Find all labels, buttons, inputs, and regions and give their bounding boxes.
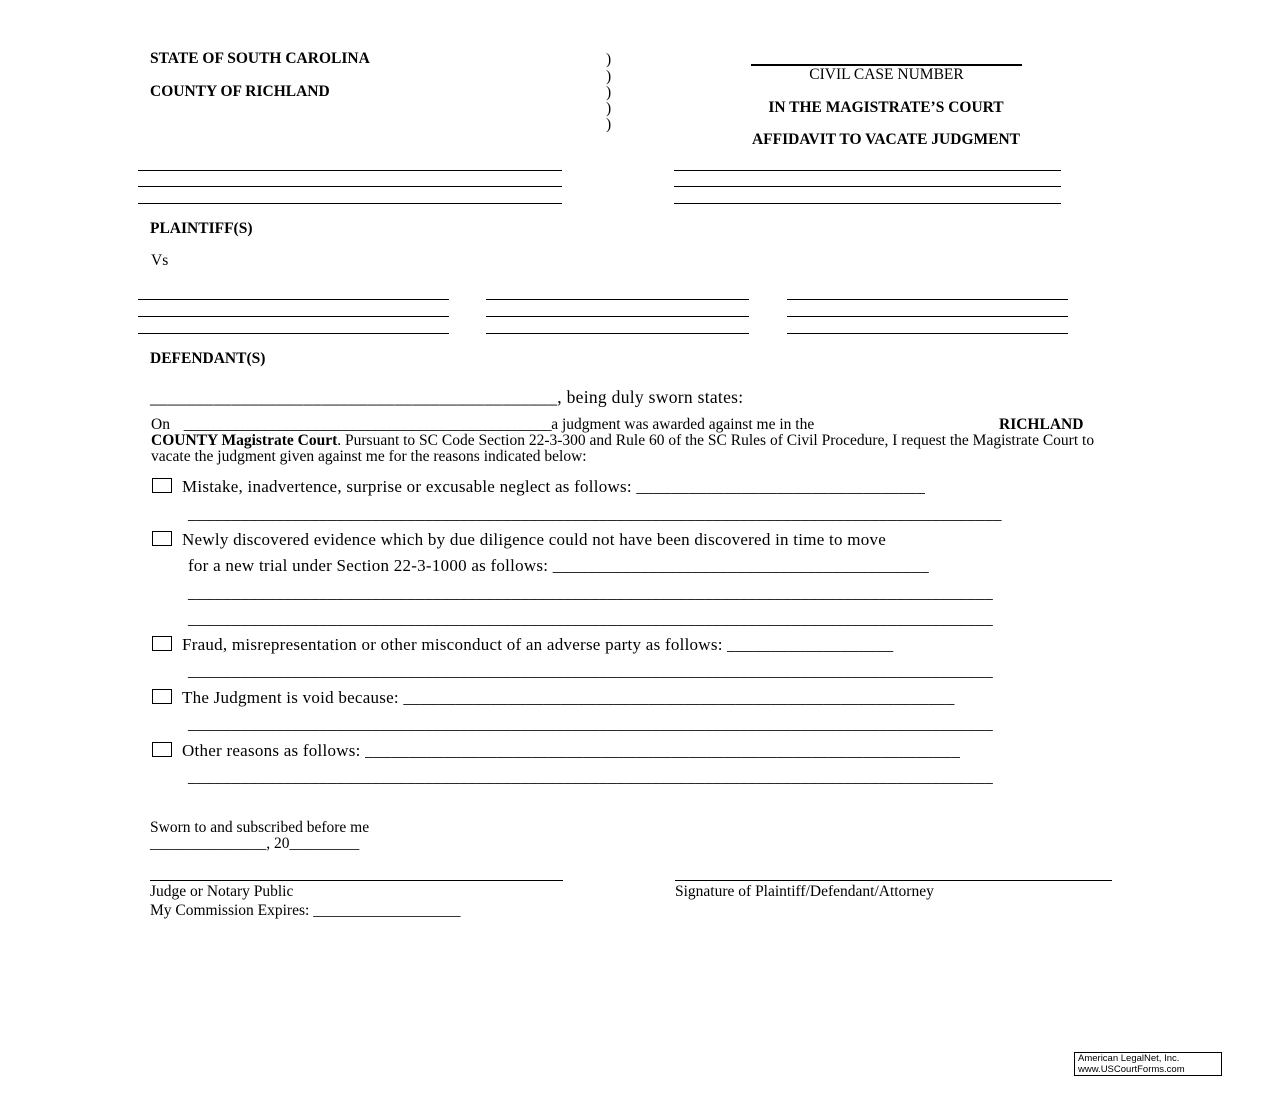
defendant-line[interactable]	[486, 299, 749, 300]
request-paragraph	[151, 433, 1113, 465]
signer-label: Signature of Plaintiff/Defendant/Attorney	[675, 883, 934, 900]
on-label: On	[151, 416, 170, 433]
versus-label: Vs	[151, 252, 169, 269]
judgment-text: a judgment was awarded against me in the	[551, 416, 815, 433]
court-name-richland: RICHLAND	[999, 416, 1084, 433]
reason-detail-line[interactable]: ____________________________________________________________________________________________	[188, 767, 993, 786]
reason-checkbox[interactable]	[152, 742, 172, 757]
reason-label[interactable]: Other reasons as follows: ____________________________________________________________________	[182, 741, 961, 760]
reason-detail-line[interactable]: ____________________________________________________________________________________________	[188, 661, 993, 680]
reason-detail-line[interactable]: ____________________________________________________________________________________________	[188, 609, 993, 628]
defendant-line[interactable]	[138, 333, 449, 334]
reason-checkbox[interactable]	[152, 636, 172, 651]
court-name-county: COUNTY Magistrate Court	[151, 432, 338, 449]
plaintiff-line[interactable]	[138, 186, 562, 187]
defendant-line[interactable]	[138, 299, 449, 300]
reason-detail-line[interactable]: ____________________________________________________________________________________________	[188, 714, 993, 733]
plaintiff-line[interactable]	[674, 170, 1061, 171]
state-caption: STATE OF SOUTH CAROLINA	[150, 50, 370, 67]
reason-detail-line[interactable]: _____________________________________________________________________________________________	[188, 504, 1002, 523]
publisher-badge	[1074, 1052, 1222, 1076]
reason-checkbox[interactable]	[152, 531, 172, 546]
judge-label: Judge or Notary Public	[150, 883, 294, 900]
defendant-line[interactable]	[787, 316, 1068, 317]
plaintiff-line[interactable]	[674, 186, 1061, 187]
publisher-website: www.USCourtForms.com	[1078, 1063, 1185, 1075]
publisher-name: American LegalNet, Inc.	[1078, 1053, 1180, 1064]
county-caption: COUNTY OF RICHLAND	[150, 83, 330, 100]
judge-signature-line[interactable]	[150, 880, 563, 881]
paren: )	[606, 51, 612, 68]
plaintiff-line[interactable]	[674, 203, 1061, 204]
judgment-line	[151, 417, 814, 433]
paren: )	[606, 116, 612, 133]
judgment-date-field[interactable]: __________________________________________________	[183, 416, 552, 433]
defendant-line[interactable]	[138, 316, 449, 317]
reason-label[interactable]: Fraud, misrepresentation or other misconduct of an adverse party as follows: ___________________	[182, 635, 894, 654]
reason-label[interactable]: Mistake, inadvertence, surprise or excusable neglect as follows: _________________________________	[182, 477, 926, 496]
reason-detail-line[interactable]: ____________________________________________________________________________________________	[188, 583, 993, 602]
defendant-label: DEFENDANT(S)	[150, 350, 266, 367]
reason-label: Newly discovered evidence which by due diligence could not have been discovered in time to move	[182, 530, 886, 549]
affiant-name-field[interactable]: _____________________________________________	[150, 387, 558, 407]
paren: )	[606, 84, 612, 101]
pursuant-text: . Pursuant to SC Code Section 22-3-300 and Rule 60 of the SC Rules of Civil Procedure, I request the Magistrate Court to vacate the judgment given against me for the reasons indicated below:	[151, 432, 1095, 465]
plaintiff-line[interactable]	[138, 170, 562, 171]
plaintiff-label: PLAINTIFF(S)	[150, 220, 253, 237]
sworn-date-field[interactable]: _______________, 20_________	[150, 835, 360, 852]
sworn-states-text: , being duly sworn states:	[557, 387, 744, 407]
defendant-line[interactable]	[787, 333, 1068, 334]
paren: )	[606, 68, 612, 85]
reason-checkbox[interactable]	[152, 478, 172, 493]
defendant-line[interactable]	[486, 333, 749, 334]
defendant-line[interactable]	[787, 299, 1068, 300]
defendant-line[interactable]	[486, 316, 749, 317]
court-title: IN THE MAGISTRATE’S COURT	[768, 99, 1004, 116]
sworn-statement	[150, 389, 743, 407]
paren: )	[606, 100, 612, 117]
commission-expires-field[interactable]: My Commission Expires: ___________________	[150, 902, 461, 919]
party-signature-line[interactable]	[675, 880, 1112, 881]
plaintiff-line[interactable]	[138, 203, 562, 204]
case-number-label: CIVIL CASE NUMBER	[809, 66, 964, 83]
reason-label[interactable]: The Judgment is void because: _______________________________________________________________	[182, 688, 955, 707]
reason-checkbox[interactable]	[152, 689, 172, 704]
form-title: AFFIDAVIT TO VACATE JUDGMENT	[751, 131, 1020, 148]
sworn-before-label: Sworn to and subscribed before me	[150, 819, 370, 836]
reason-detail-line[interactable]: for a new trial under Section 22-3-1000 as follows: ___________________________________________	[188, 556, 929, 575]
